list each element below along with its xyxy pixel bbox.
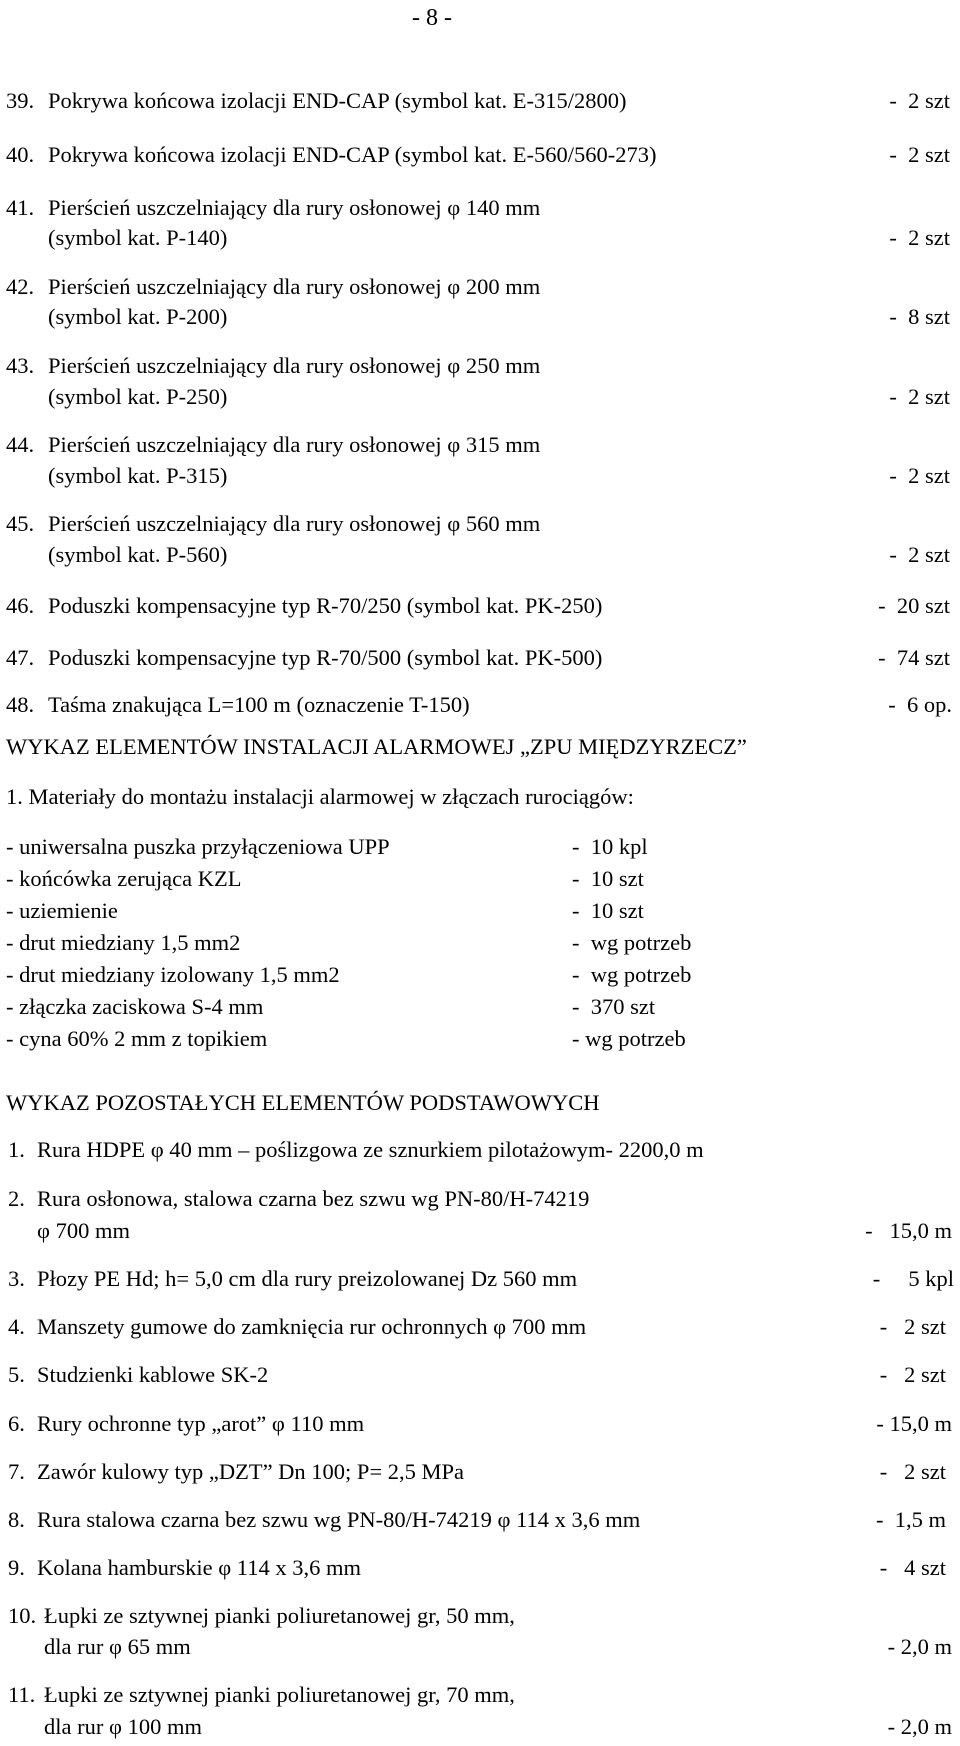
other-item-number: 2.	[8, 1186, 25, 1211]
other-item-number: 6.	[8, 1411, 25, 1436]
item-description-line2: (symbol kat. P-560)	[48, 542, 228, 567]
page-number: - 8 -	[412, 5, 452, 31]
other-item-number: 5.	[8, 1362, 25, 1387]
item-number: 44.	[6, 432, 35, 457]
item-description: Pierścień uszczelniający dla rury osłonowej φ 200 mm	[48, 274, 541, 299]
other-item-quantity: - 5 kpl	[872, 1266, 954, 1291]
other-item-quantity: - 2,0 m	[887, 1714, 952, 1739]
item-number: 41.	[6, 195, 35, 220]
other-item-quantity: - 15,0 m	[876, 1411, 952, 1436]
item-number: 40.	[6, 142, 35, 167]
alarm-subheading: 1. Materiały do montażu instalacji alarmowej w złączach rurociągów:	[6, 784, 634, 809]
other-item-quantity: - 4 szt	[879, 1555, 946, 1580]
other-item-description: Łupki ze sztywnej pianki poliuretanowej gr, 70 mm,	[44, 1682, 515, 1707]
item-quantity: - 2 szt	[889, 384, 950, 409]
other-item-number: 1.	[8, 1137, 25, 1162]
alarm-item-description: - uziemienie	[6, 898, 118, 923]
item-number: 46.	[6, 593, 35, 618]
alarm-item-description: - uniwersalna puszka przyłączeniowa UPP	[6, 834, 390, 859]
alarm-item-description: - złączka zaciskowa S-4 mm	[6, 994, 264, 1019]
item-description-line2: (symbol kat. P-200)	[48, 304, 228, 329]
item-quantity: - 2 szt	[889, 463, 950, 488]
item-quantity: - 2 szt	[889, 142, 950, 167]
item-description-line2: (symbol kat. P-250)	[48, 384, 228, 409]
item-number: 42.	[6, 274, 35, 299]
other-item-number: 4.	[8, 1314, 25, 1339]
other-item-number: 8.	[8, 1507, 25, 1532]
item-number: 43.	[6, 353, 35, 378]
item-quantity: - 2 szt	[889, 88, 950, 113]
other-item-description-line2: dla rur φ 65 mm	[44, 1634, 191, 1659]
other-item-description: Zawór kulowy typ „DZT” Dn 100; P= 2,5 MPa	[37, 1459, 465, 1484]
item-quantity: - 2 szt	[889, 225, 950, 250]
item-description-line2: (symbol kat. P-315)	[48, 463, 228, 488]
alarm-heading: WYKAZ ELEMENTÓW INSTALACJI ALARMOWEJ „ZPU MIĘDZYRZECZ”	[6, 734, 747, 759]
item-description: Pierścień uszczelniający dla rury osłonowej φ 250 mm	[48, 353, 541, 378]
alarm-item-description: - końcówka zerująca KZL	[6, 866, 242, 891]
other-item-number: 7.	[8, 1459, 25, 1484]
alarm-item-description: - cyna 60% 2 mm z topikiem	[6, 1026, 268, 1051]
alarm-item-description: - drut miedziany izolowany 1,5 mm2	[6, 962, 340, 987]
item-description-line2: (symbol kat. P-140)	[48, 225, 228, 250]
item-description: Pierścień uszczelniający dla rury osłonowej φ 140 mm	[48, 195, 541, 220]
other-item-description: Manszety gumowe do zamknięcia rur ochronnych φ 700 mm	[37, 1314, 587, 1339]
other-item-description: Rura osłonowa, stalowa czarna bez szwu wg PN-80/H-74219	[37, 1186, 590, 1211]
item-description: Pierścień uszczelniający dla rury osłonowej φ 560 mm	[48, 511, 541, 536]
alarm-item-quantity: - wg potrzeb	[572, 1026, 686, 1051]
item-quantity: - 6 op.	[888, 692, 952, 717]
item-number: 47.	[6, 645, 35, 670]
item-description: Pokrywa końcowa izolacji END-CAP (symbol kat. E-560/560-273)	[48, 142, 657, 167]
other-item-quantity: - 2,0 m	[887, 1634, 952, 1659]
item-number: 45.	[6, 511, 35, 536]
item-number: 39.	[6, 88, 35, 113]
alarm-item-quantity: - wg potrzeb	[572, 930, 692, 955]
other-item-quantity: - 2 szt	[879, 1314, 946, 1339]
other-item-quantity: - 15,0 m	[865, 1218, 952, 1243]
item-quantity: - 8 szt	[889, 304, 950, 329]
item-quantity: - 2 szt	[889, 542, 950, 567]
other-item-description: Rura HDPE φ 40 mm – poślizgowa ze sznurkiem pilotażowym- 2200,0 m	[37, 1137, 704, 1162]
item-description: Poduszki kompensacyjne typ R-70/500 (symbol kat. PK-500)	[48, 645, 603, 670]
other-item-number: 11.	[8, 1682, 36, 1707]
other-item-number: 3.	[8, 1266, 25, 1291]
item-description: Poduszki kompensacyjne typ R-70/250 (symbol kat. PK-250)	[48, 593, 603, 618]
alarm-item-quantity: - 10 szt	[572, 866, 644, 891]
other-item-quantity: - 2 szt	[879, 1459, 946, 1484]
other-heading: WYKAZ POZOSTAŁYCH ELEMENTÓW PODSTAWOWYCH	[6, 1090, 600, 1115]
other-item-description: Rura stalowa czarna bez szwu wg PN-80/H-74219 φ 114 x 3,6 mm	[37, 1507, 641, 1532]
other-item-quantity: - 1,5 m	[876, 1507, 946, 1532]
other-item-quantity: - 2 szt	[879, 1362, 946, 1387]
other-item-description-line2: φ 700 mm	[37, 1218, 130, 1243]
item-quantity: - 20 szt	[878, 593, 950, 618]
other-item-description: Łupki ze sztywnej pianki poliuretanowej gr, 50 mm,	[44, 1603, 515, 1628]
alarm-item-description: - drut miedziany 1,5 mm2	[6, 930, 241, 955]
other-item-description: Studzienki kablowe SK-2	[37, 1362, 269, 1387]
other-item-description: Płozy PE Hd; h= 5,0 cm dla rury preizolowanej Dz 560 mm	[37, 1266, 578, 1291]
alarm-item-quantity: - 10 kpl	[572, 834, 648, 859]
alarm-item-quantity: - wg potrzeb	[572, 962, 692, 987]
other-item-number: 10.	[8, 1603, 37, 1628]
alarm-item-quantity: - 10 szt	[572, 898, 644, 923]
item-number: 48.	[6, 692, 35, 717]
item-description: Taśma znakująca L=100 m (oznaczenie T-150)	[48, 692, 470, 717]
other-item-description-line2: dla rur φ 100 mm	[44, 1714, 202, 1739]
item-quantity: - 74 szt	[878, 645, 950, 670]
other-item-description: Kolana hamburskie φ 114 x 3,6 mm	[37, 1555, 361, 1580]
item-description: Pierścień uszczelniający dla rury osłonowej φ 315 mm	[48, 432, 541, 457]
alarm-item-quantity: - 370 szt	[572, 994, 656, 1019]
other-item-description: Rury ochronne typ „arot” φ 110 mm	[37, 1411, 365, 1436]
item-description: Pokrywa końcowa izolacji END-CAP (symbol kat. E-315/2800)	[48, 88, 627, 113]
other-item-number: 9.	[8, 1555, 25, 1580]
